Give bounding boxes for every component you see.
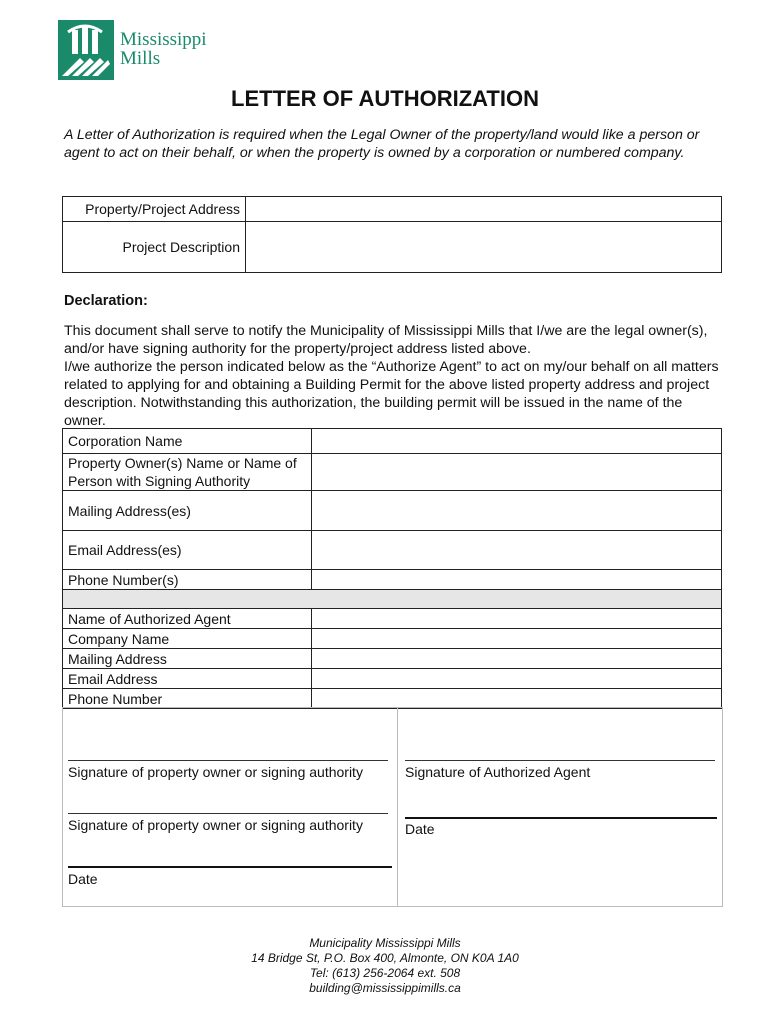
footer-line-2: 14 Bridge St, P.O. Box 400, Almonte, ON K0A 1A0: [251, 951, 519, 965]
logo-text: [120, 30, 207, 68]
page-title: LETTER OF AUTHORIZATION: [231, 86, 539, 111]
agent-email-field[interactable]: [312, 669, 722, 689]
agent-company-field[interactable]: [312, 629, 722, 649]
logo-line-2: Mills: [120, 48, 161, 69]
owner-name-field[interactable]: [312, 454, 722, 491]
agent-phone-label: Phone Number: [63, 689, 312, 709]
owner-signature-label-1: Signature of property owner or signing authority: [68, 764, 363, 780]
agent-mailing-label: Mailing Address: [63, 649, 312, 669]
signature-divider: [397, 707, 398, 906]
owner-signature-line-2[interactable]: [68, 813, 388, 814]
description-label: Project Description: [63, 222, 246, 273]
agent-date-label: Date: [405, 821, 435, 837]
declaration-para-2: I/we authorize the person indicated below as the “Authorize Agent” to act on my/our behalf on all matters related to applying for and obtaining a Building Permit for the above listed property address and project description. Notwithstanding this authorization, the building permit will be issued in the name of the owner.: [64, 359, 719, 429]
owner-name-label: Property Owner(s) Name or Name of Person with Signing Authority: [63, 454, 312, 491]
footer: [0, 936, 770, 996]
agent-mailing-field[interactable]: [312, 649, 722, 669]
corporation-label: Corporation Name: [63, 429, 312, 454]
owner-date-label: Date: [68, 871, 98, 887]
owner-signature-line-1[interactable]: [68, 760, 388, 761]
address-field[interactable]: [246, 197, 722, 222]
owner-email-field[interactable]: [312, 531, 722, 570]
footer-line-4: building@mississippimills.ca: [309, 981, 461, 995]
owner-mailing-field[interactable]: [312, 491, 722, 531]
owner-phone-label: Phone Number(s): [63, 570, 312, 590]
owner-date-line[interactable]: [68, 866, 392, 868]
logo-line-1: Mississippi: [120, 29, 207, 50]
project-table: [62, 196, 722, 273]
agent-date-line[interactable]: [405, 817, 717, 819]
agent-signature-label: Signature of Authorized Agent: [405, 764, 591, 780]
corporation-field[interactable]: [312, 429, 722, 454]
owner-phone-field[interactable]: [312, 570, 722, 590]
owner-agent-table: [62, 428, 722, 709]
agent-name-label: Name of Authorized Agent: [63, 609, 312, 629]
declaration-text: [64, 322, 724, 430]
signature-block: [62, 707, 723, 907]
owner-mailing-label: Mailing Address(es): [63, 491, 312, 531]
address-label: Property/Project Address: [63, 197, 246, 222]
declaration-heading: Declaration:: [64, 293, 148, 309]
footer-line-3: Tel: (613) 256-2064 ext. 508: [309, 966, 461, 980]
agent-signature-line[interactable]: [405, 760, 715, 761]
agent-phone-field[interactable]: [312, 689, 722, 709]
owner-email-label: Email Address(es): [63, 531, 312, 570]
owner-signature-label-2: Signature of property owner or signing authority: [68, 817, 363, 833]
declaration-para-1: This document shall serve to notify the Municipality of Mississippi Mills that I/we are the legal owner(s), and/or have signing authority for the property/project address listed above.: [64, 323, 708, 357]
separator-row: [63, 590, 722, 609]
agent-name-field[interactable]: [312, 609, 722, 629]
agent-company-label: Company Name: [63, 629, 312, 649]
description-field[interactable]: [246, 222, 722, 273]
footer-line-1: Municipality Mississippi Mills: [309, 936, 461, 950]
intro-text: A Letter of Authorization is required when the Legal Owner of the property/land would like a person or agent to act on their behalf, or when the property is owned by a corporation or numbered company.: [64, 127, 700, 161]
agent-email-label: Email Address: [63, 669, 312, 689]
